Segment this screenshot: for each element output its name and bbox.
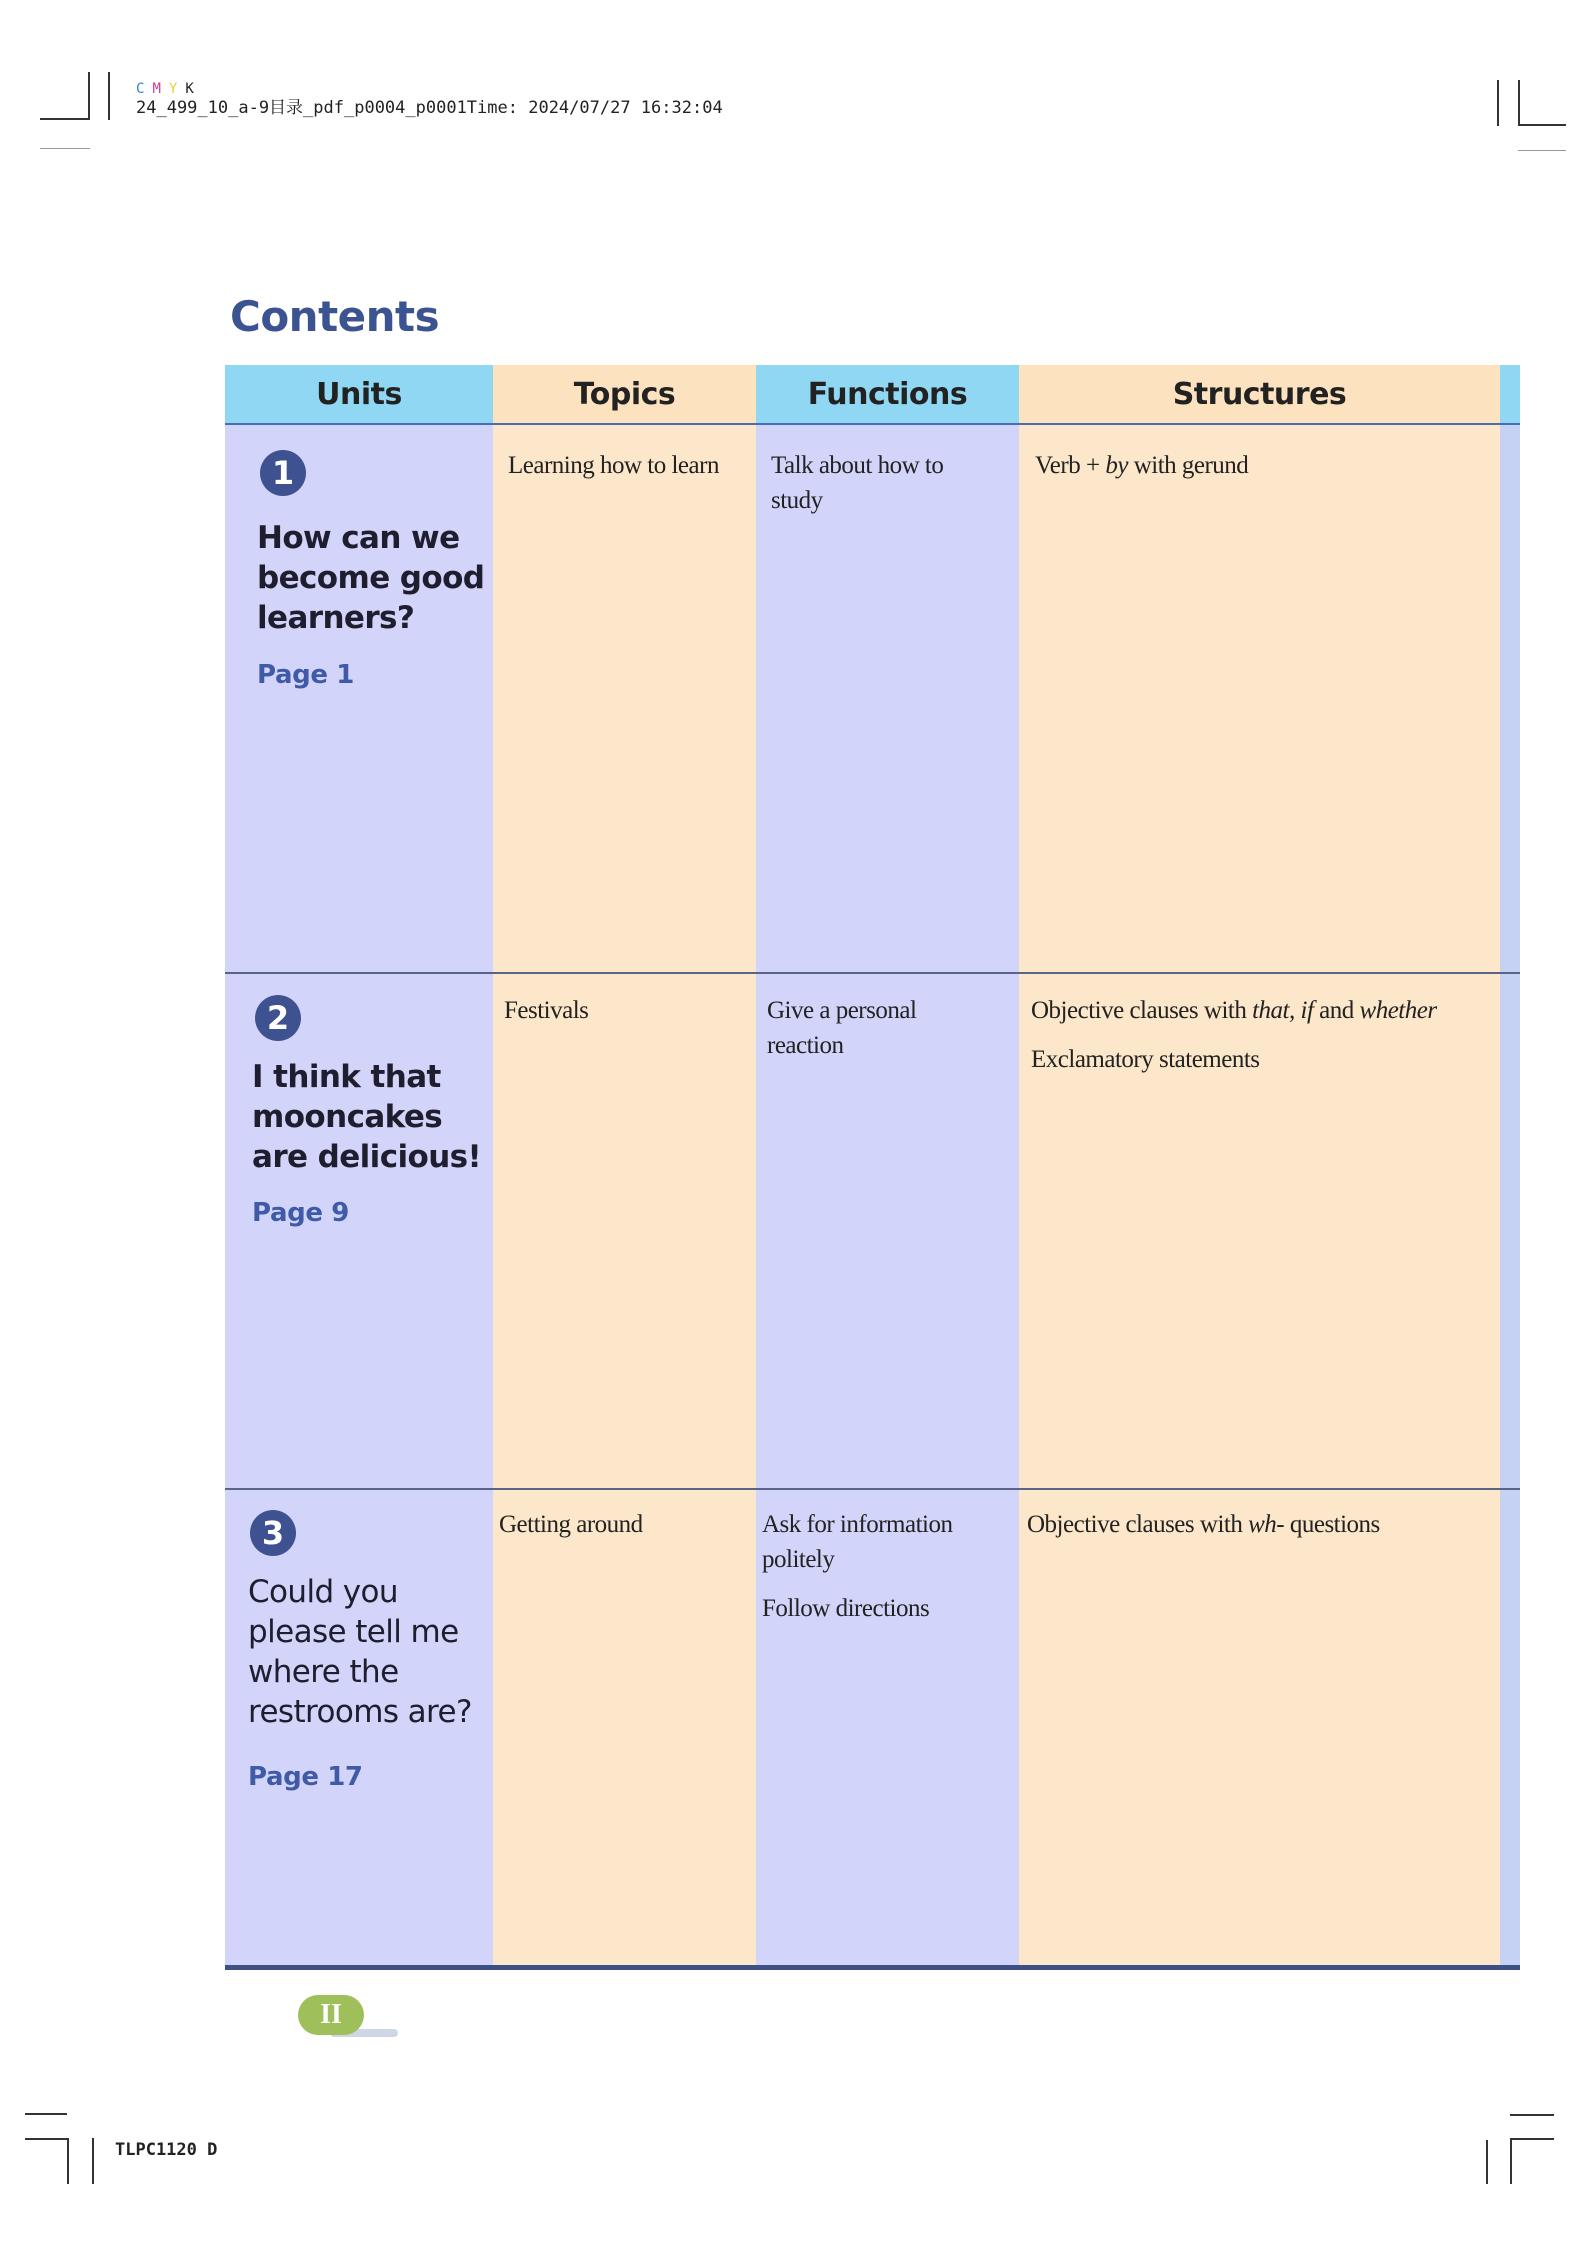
crop-mark (108, 72, 110, 120)
cmyk-c: C (136, 81, 153, 97)
crop-mark (25, 2138, 67, 2140)
crop-mark (1518, 124, 1566, 126)
cmyk-marks (136, 82, 723, 96)
print-info (136, 82, 723, 117)
structures-cell (1035, 448, 1475, 497)
crop-mark (1497, 80, 1499, 126)
structures-cell (1031, 993, 1471, 1091)
function-text: Give a personal reaction (767, 997, 917, 1059)
crop-mark (1518, 80, 1520, 126)
unit-number-badge: 3 (250, 1510, 296, 1556)
crop-mark (1510, 2140, 1512, 2184)
unit-number-badge: 1 (260, 450, 306, 496)
crop-mark (40, 148, 90, 149)
footer-code: TLPC1120 D (115, 2140, 218, 2160)
unit-title: Could you please tell me where the restrooms are? (248, 1574, 472, 1730)
crop-mark (1510, 2138, 1554, 2140)
structure-text: Exclamatory statements (1031, 1046, 1260, 1073)
function-text: Talk about how to study (771, 452, 944, 514)
header-edge (1500, 365, 1520, 423)
topic-text: Getting around (499, 1511, 643, 1538)
contents-table (225, 365, 1520, 1970)
header-topics: Topics (493, 365, 756, 423)
structures-column (1019, 365, 1520, 1970)
header-functions: Functions (756, 365, 1019, 423)
table-edge-strip (1500, 365, 1520, 1970)
functions-column (756, 365, 1019, 1970)
print-info-line: 24_499_10_a-9目录_pdf_p0004_p0001Time: 2024/07/27 16:32:04 (136, 98, 723, 118)
table-bottom-rule (225, 1965, 1520, 1970)
unit-page-link[interactable]: Page 1 (257, 660, 354, 690)
crop-mark (67, 2138, 69, 2184)
unit-number-badge: 2 (255, 995, 301, 1041)
functions-cell (771, 448, 991, 532)
crop-mark (25, 2113, 67, 2115)
topic-cell (499, 1507, 739, 1556)
unit-title: How can we become good learners? (257, 520, 485, 636)
topic-cell (508, 448, 748, 497)
topic-cell (504, 993, 744, 1042)
crop-mark (1510, 2114, 1554, 2116)
page-number-badge: II (298, 1995, 364, 2035)
header-units: Units (225, 365, 493, 423)
unit-page-link[interactable]: Page 17 (248, 1762, 363, 1792)
unit-page-link[interactable]: Page 9 (252, 1198, 349, 1228)
crop-mark (1518, 150, 1566, 151)
function-text: Follow directions (762, 1595, 930, 1622)
crop-mark (88, 72, 90, 120)
header-structures: Structures (1019, 365, 1500, 423)
topic-text: Learning how to learn (508, 452, 719, 479)
crop-mark (1486, 2140, 1488, 2184)
functions-cell (767, 993, 987, 1077)
row-divider (225, 972, 1520, 974)
page-title: Contents (230, 292, 440, 341)
structure-text: Objective clauses with wh- questions (1027, 1511, 1380, 1538)
cmyk-y: Y (168, 81, 186, 97)
crop-mark (40, 118, 88, 120)
cmyk-k: K (185, 81, 202, 97)
structures-cell (1027, 1507, 1467, 1556)
header-divider (225, 423, 1520, 425)
topics-column (493, 365, 756, 1970)
cmyk-m: M (152, 81, 169, 97)
topic-text: Festivals (504, 997, 589, 1024)
row-divider (225, 1488, 1520, 1490)
function-text: Ask for information politely (762, 1511, 953, 1573)
functions-cell (762, 1507, 992, 1640)
unit-title: I think that mooncakes are delicious! (252, 1059, 482, 1175)
structure-text: Verb + by with gerund (1035, 452, 1249, 479)
crop-mark (92, 2138, 94, 2184)
structure-text: Objective clauses with that, if and whether (1031, 997, 1437, 1024)
